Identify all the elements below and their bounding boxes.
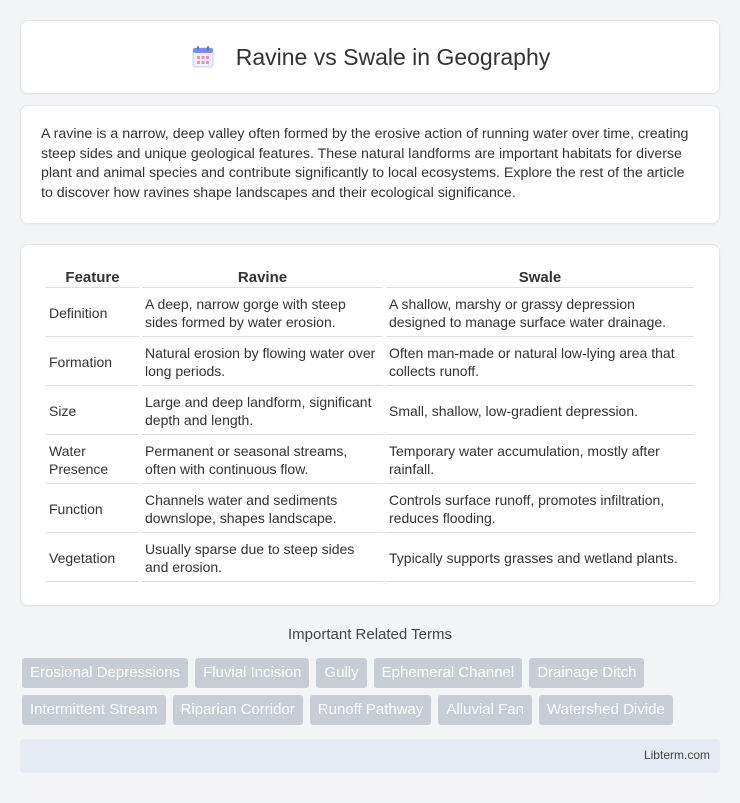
comparison-table — [43, 263, 697, 584]
header-ravine: Ravine — [142, 265, 383, 288]
table-row — [46, 339, 694, 386]
cell-swale: Often man-made or natural low-lying area that collects runoff. — [386, 339, 694, 386]
related-term-tag[interactable]: Ephemeral Channel — [374, 658, 523, 688]
cell-feature: Water Presence — [46, 437, 139, 484]
footer-site-link[interactable]: Libterm.com — [643, 748, 710, 762]
cell-feature: Size — [46, 388, 139, 435]
cell-feature: Function — [46, 486, 139, 533]
table-row — [46, 290, 694, 337]
table-row — [46, 437, 694, 484]
related-term-tag[interactable]: Erosional Depressions — [22, 658, 188, 688]
cell-ravine: Large and deep landform, significant depth and length. — [142, 388, 383, 435]
cell-ravine: Usually sparse due to steep sides and erosion. — [142, 535, 383, 582]
table-row — [46, 388, 694, 435]
related-term-tag[interactable]: Fluvial Incision — [195, 658, 309, 688]
cell-swale: Controls surface runoff, promotes infiltration, reduces flooding. — [386, 486, 694, 533]
calendar-icon — [190, 44, 216, 70]
cell-feature: Formation — [46, 339, 139, 386]
related-term-tag[interactable]: Drainage Ditch — [529, 658, 644, 688]
cell-ravine: Natural erosion by flowing water over long periods. — [142, 339, 383, 386]
comparison-card — [20, 244, 720, 606]
cell-ravine: Channels water and sediments downslope, shapes landscape. — [142, 486, 383, 533]
header-feature: Feature — [46, 265, 139, 288]
footer — [20, 739, 720, 773]
cell-feature: Definition — [46, 290, 139, 337]
related-term-tag[interactable]: Gully — [316, 658, 366, 688]
related-term-tag[interactable]: Intermittent Stream — [22, 695, 166, 725]
intro-card — [20, 105, 720, 224]
related-terms-title: Important Related Terms — [288, 626, 452, 643]
cell-swale: A shallow, marshy or grassy depression designed to manage surface water drainage. — [386, 290, 694, 337]
page-title: Ravine vs Swale in Geography — [235, 43, 551, 70]
related-term-tag[interactable]: Runoff Pathway — [310, 695, 432, 725]
table-header-row — [46, 265, 694, 288]
title-card — [20, 20, 720, 94]
table-row — [46, 535, 694, 582]
cell-swale: Small, shallow, low-gradient depression. — [386, 388, 694, 435]
related-term-tag[interactable]: Watershed Divide — [539, 695, 673, 725]
header-swale: Swale — [386, 265, 694, 288]
table-row — [46, 486, 694, 533]
cell-swale: Temporary water accumulation, mostly after rainfall. — [386, 437, 694, 484]
related-terms-list — [22, 658, 722, 725]
cell-ravine: A deep, narrow gorge with steep sides formed by water erosion. — [142, 290, 383, 337]
intro-paragraph: A ravine is a narrow, deep valley often formed by the erosive action of running water over time, creating steep sides and unique geological features. These natural landforms are important habitats for diverse plant and animal species and contribute significantly to local ecosystems. Explore the rest of the article to discover how ravines shape landscapes and their ecological significance. — [41, 126, 689, 201]
related-term-tag[interactable]: Alluvial Fan — [438, 695, 532, 725]
related-term-tag[interactable]: Riparian Corridor — [173, 695, 303, 725]
cell-swale: Typically supports grasses and wetland plants. — [386, 535, 694, 582]
cell-ravine: Permanent or seasonal streams, often with continuous flow. — [142, 437, 383, 484]
cell-feature: Vegetation — [46, 535, 139, 582]
